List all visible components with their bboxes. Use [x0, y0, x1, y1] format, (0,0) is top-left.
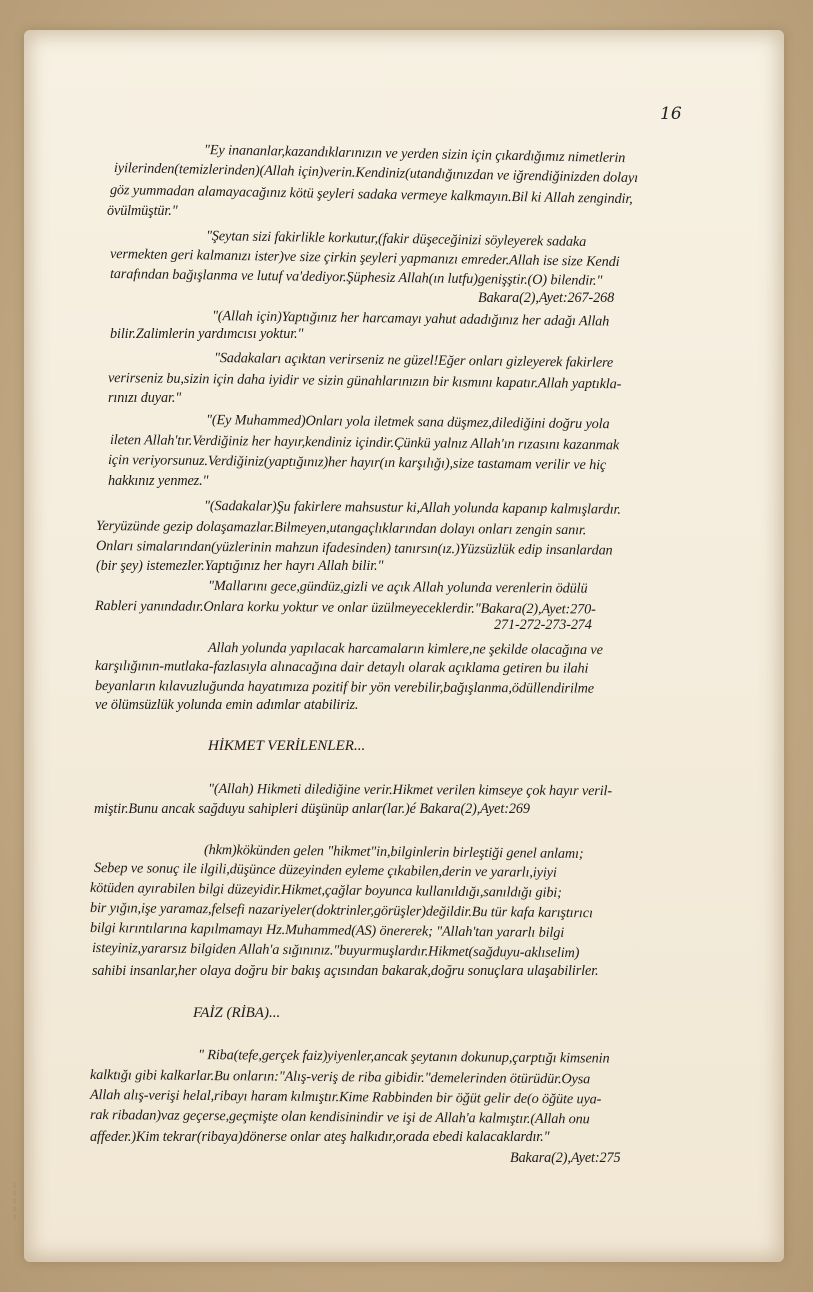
text-line: övülmüştür." [107, 203, 178, 219]
text-line: (hkm)kökünden gelen "hikmet"in,bilginlerin birleştiği genel anlamı; [203, 842, 584, 862]
text-line: bilir.Zalimlerin yardımcısı yoktur." [110, 326, 304, 342]
text-line: Yeryüzünde gezip dolaşamazlar.Bilmeyen,utangaçlıklarından dolayı onları zengin sanır. [95, 518, 587, 539]
text-line: bir yığın,işe yaramaz,felsefi nazariyeler(doktrinler,görüşler)değildir.Bu tür kafa karıştırıcı [89, 900, 593, 922]
page-number: 16 [660, 104, 682, 124]
text-line: iyilerinden(temizlerinden)(Allah için)verin.Kendiniz(utandığınızdan ve iğrendiğinizden dolayı [113, 160, 639, 187]
text-line: "(Sadakalar)Şu fakirlere mahsustur ki,Allah yolunda kapanıp kalmışlardır. [203, 498, 621, 518]
text-line: miştir.Bunu ancak sağduyu sahipleri düşünüp anlar(lar.)é Bakara(2),Ayet:269 [94, 801, 530, 817]
text-line: affeder.)Kim tekrar(ribaya)dönerse onlar ateş halkıdır,orada ebedi kalacaklardır." [90, 1129, 550, 1145]
text-line: karşılığının-mutlaka-fazlasıyla alınacağına dair detaylı olarak açıklama getiren bu ilahi [94, 658, 589, 677]
section-heading: HİKMET VERİLENLER... [208, 738, 366, 754]
text-line: ileten Allah'tır.Verdiğiniz her hayır,kendiniz içindir.Çünkü yalnız Allah'ın rızasını kazanmak [109, 432, 620, 454]
text-line: sahibi insanlar,her olaya doğru bir bakış açısından bakarak,doğru sonuçlara ulaşabilirler. [92, 963, 599, 979]
text-line: Bakara(2),Ayet:275 [510, 1150, 621, 1166]
text-line: Onları simalarından(yüzlerinin mahzun ifadesinden) tanırsın(ız.)Yüzsüzlük edip insanlardan [95, 538, 613, 559]
text-line: isteyiniz,yararsız bilgiden Allah'a sığınınız."buyurmuşlardır.Hikmet(sağduyu-aklıselim) [91, 940, 580, 962]
text-line: rınızı duyar." [108, 390, 182, 406]
text-line: Bakara(2),Ayet:267-268 [478, 290, 615, 306]
text-line: "(Allah için)Yaptığınız her harcamayı yahut adadığınız her adağı Allah [211, 308, 610, 330]
text-line: "Şeytan sizi fakirlikle korkutur,(fakir düşeceğinizi söyleyerek sadaka [205, 228, 587, 250]
text-line: Sebep ve sonuç ile ilgili,düşünce düzeyinden eyleme çıkabilen,derin ve yararlı,iyiyi [93, 860, 557, 881]
text-line: verirseniz bu,sizin için daha iyidir ve sizin günahlarınızın bir kısmını kapatır.Allah yaptıkla- [107, 370, 622, 393]
text-line: vermekten geri kalmanızı ister)ve size çirkin şeyleri yapmanızı emreder.Allah ise size Kendi [109, 246, 620, 271]
text-line: beyanların kılavuzluğunda hayatımıza pozitif bir yön verebilir,bağışlanma,ödüllendirilme [94, 678, 595, 697]
text-line: ve ölümsüzlük yolunda emin adımlar atabiliriz. [95, 697, 359, 713]
text-line: "(Allah) Hikmeti dilediğine verir.Hikmet verilen kimseye çok hayır veril- [207, 781, 613, 800]
section-heading: FAİZ (RİBA)... [193, 1005, 281, 1021]
text-line: için veriyorsunuz.Verdiğiniz(yaptığınız)her hayır(ın karşılığı),size tastamam verilir ve hiç [107, 452, 607, 474]
text-line: göz yummadan alamayacağınız kötü şeyleri sadaka vermeye kalkmayın.Bil ki Allah zengindir, [109, 182, 633, 208]
text-line: "Ey inananlar,kazandıklarınızın ve yerden sizin için çıkardığımız nimetlerin [203, 142, 626, 167]
text-line: bilgi kırıntılarına kapılmamayı Hz.Muhammed(AS) önererek; "Allah'tan yararlı bilgi [89, 920, 565, 941]
text-line: Rableri yanındadır.Onlara korku yoktur ve onlar üzülmeyeceklerdir."Bakara(2),Ayet:270- [94, 598, 596, 618]
text-line: kötüden ayırabilen bilgi düzeyidir.Hikmet,çağlar boyunca kullanıldığı,sanıldığı gibi; [89, 880, 562, 901]
text-line: tarafından bağışlanma ve lutuf va'dediyor.Şüphesiz Allah(ın lutfu)genişştir.(O) bilendir." [109, 266, 603, 289]
text-line: (bir şey) istemezler.Yaptığınız her hayrı Allah bilir." [96, 558, 384, 574]
text-line: "(Ey Muhammed)Onları yola iletmek sana düşmez,dilediğini doğru yola [205, 412, 610, 433]
text-line: "Mallarını gece,gündüz,gizli ve açık Allah yolunda verenlerin ödülü [207, 578, 588, 597]
text-line: Allah alış-verişi helal,ribayı haram kılmıştır.Kime Rabbinden bir öğüt gelir de(o öğüte uya- [89, 1087, 602, 1108]
text-line: 271-272-273-274 [494, 617, 592, 633]
text-line: Allah yolunda yapılacak harcamaların kimlere,ne şekilde olacağına ve [207, 640, 603, 659]
text-line: rak ribadan)vaz geçerse,geçmişte olan kendisinindir ve işi de Allah'a kalmıştır.(Allah onu [89, 1107, 590, 1128]
text-line: hakkınız yenmez." [108, 473, 209, 489]
text-line: " Riba(tefe,gerçek faiz)yiyenler,ancak şeytanın dokunup,çarptığı kimsenin [197, 1047, 610, 1067]
text-line: "Sadakaları açıktan verirseniz ne güzel!Eğer onları gizleyerek fakirlere [213, 350, 614, 371]
text-line: kalktığı gibi kalkarlar.Bu onların:"Alış-veriş de riba gibidir."demelerinden ötürüdür.Oysa [89, 1067, 591, 1088]
margin-watermark: ~ ~ ~ ~ ~ [10, 1182, 21, 1220]
